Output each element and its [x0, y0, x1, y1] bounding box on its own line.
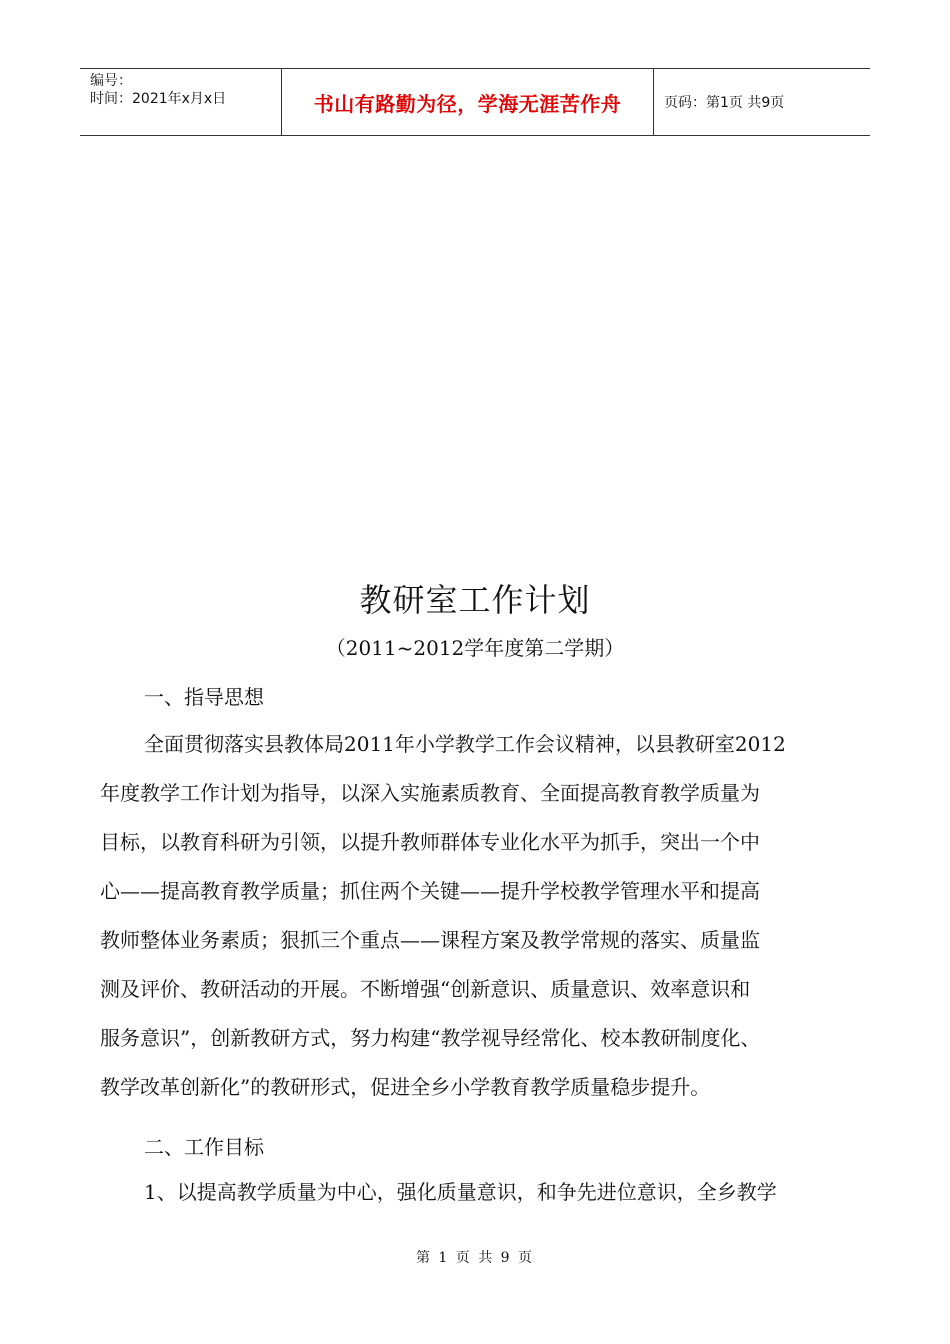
document-title: 教研室工作计划 — [359, 581, 591, 619]
section-heading-guiding-ideology: 一、指导思想 — [144, 685, 264, 709]
header-page-cell — [654, 69, 870, 135]
paragraph-line: 教师整体业务素质；狠抓三个重点——课程方案及教学常规的落实、质量监 — [100, 928, 760, 952]
document-subtitle: （2011~2012学年度第二学期） — [325, 636, 625, 660]
paragraph-line: 心——提高教育教学质量；抓住两个关键——提升学校教学管理水平和提高 — [100, 879, 760, 903]
header-table — [80, 68, 870, 136]
paragraph-line: 测及评价、教研活动的开展。不断增强“创新意识、质量意识、效率意识和 — [100, 977, 751, 1001]
header-page-info: 页码：第1页 共9页 — [664, 95, 785, 111]
paragraph-line: 全面贯彻落实县教体局2011年小学教学工作会议精神，以县教研室2012 — [144, 732, 786, 756]
section-heading-work-goals: 二、工作目标 — [144, 1135, 264, 1159]
section1-paragraph — [100, 720, 870, 1112]
paragraph-line: 服务意识”，创新教研方式，努力构建“教学视导经常化、校本教研制度化、 — [100, 1026, 761, 1050]
section2-paragraph — [100, 1168, 870, 1217]
paragraph-line: 教学改革创新化”的教研形式，促进全乡小学教育教学质量稳步提升。 — [100, 1075, 711, 1099]
header-motto-cell — [282, 69, 654, 135]
header-meta-cell — [80, 69, 282, 135]
date-label: 时间：2021年x月x日 — [90, 91, 227, 107]
paragraph-line: 年度教学工作计划为指导，以深入实施素质教育、全面提高教育教学质量为 — [100, 781, 760, 805]
paragraph-line: 目标，以教育科研为引领，以提升教师群体专业化水平为抓手，突出一个中 — [100, 830, 760, 854]
paragraph-line: 1、以提高教学质量为中心，强化质量意识，和争先进位意识，全乡教学 — [144, 1180, 777, 1204]
header-motto: 书山有路勤为径，学海无涯苦作舟 — [313, 91, 622, 116]
page-footer: 第 1 页 共 9 页 — [415, 1250, 535, 1266]
number-label: 编号： — [90, 73, 132, 89]
